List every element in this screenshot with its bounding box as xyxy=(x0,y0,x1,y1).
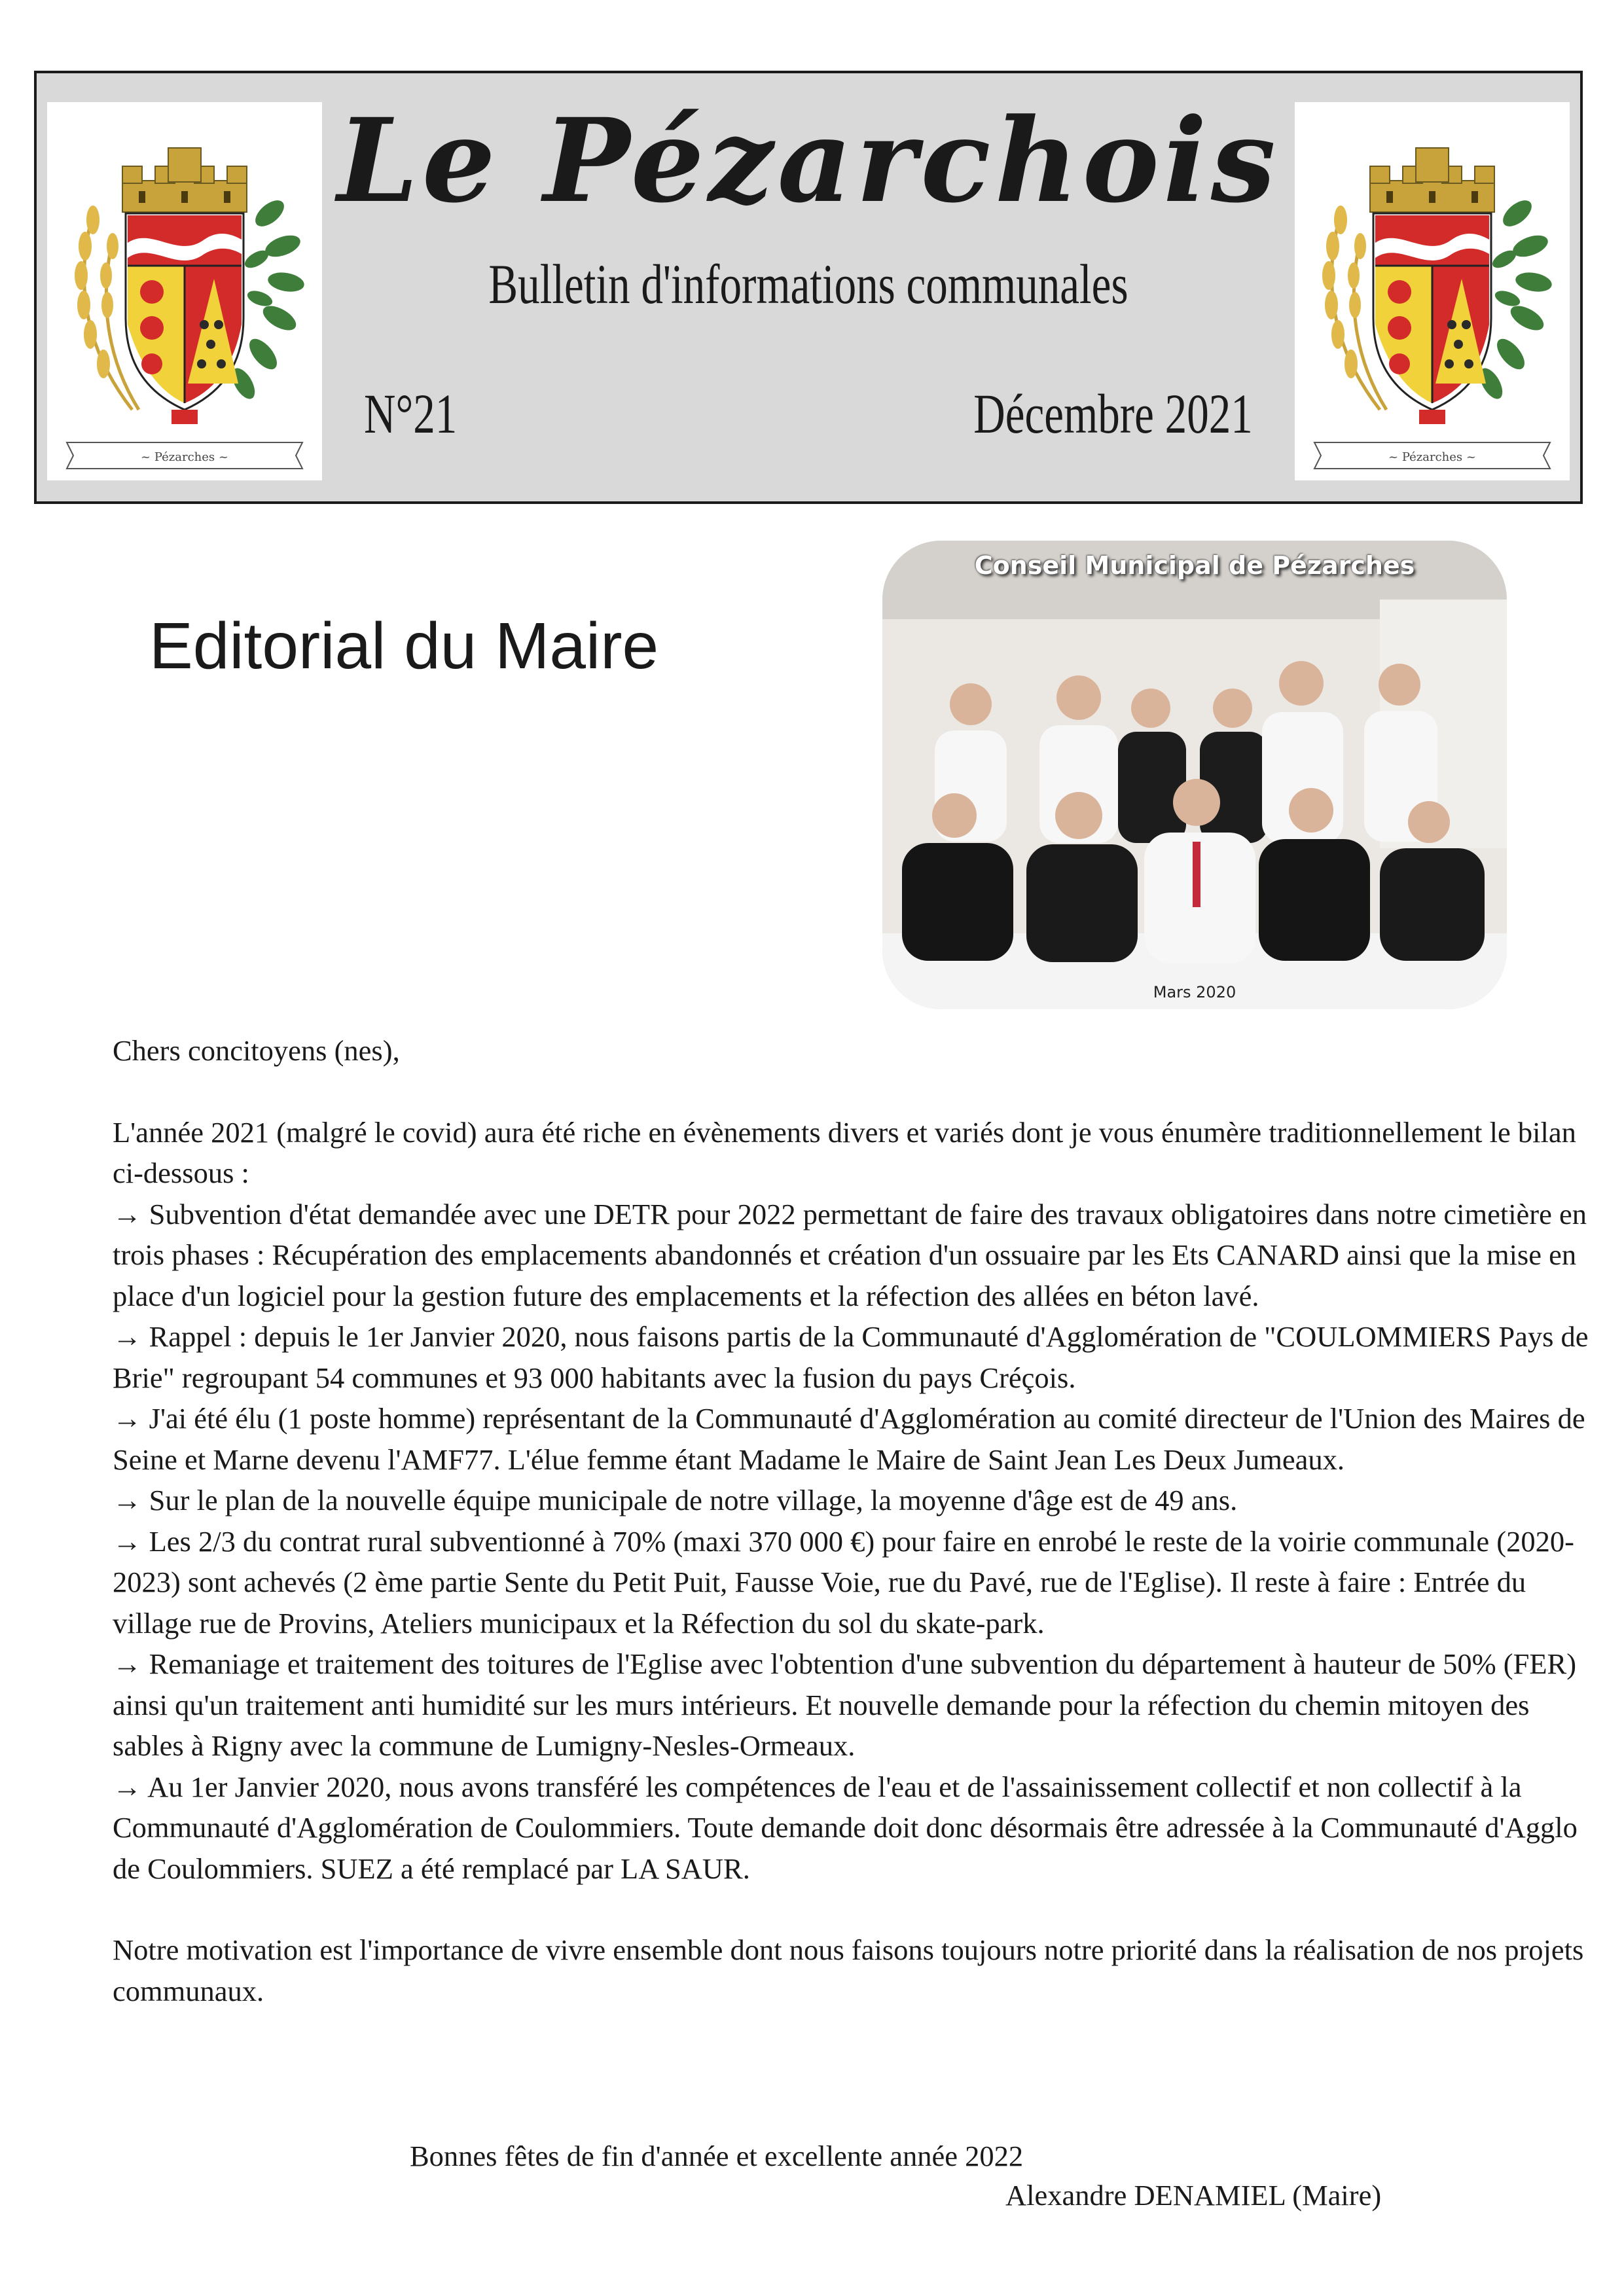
letter-paragraph: → Rappel : depuis le 1er Janvier 2020, nous faisons partis de la Communauté d'Agglomération de "COULOMMIERS Pays de Brie" regroupant 54 communes et 93 000 habitants avec la fusion du pays Créçois. xyxy=(113,1320,1589,1394)
letter-paragraph: → J'ai été élu (1 poste homme) représentant de la Communauté d'Agglomération au comité directeur de l'Union des Maires de Seine et Marne devenu l'AMF77. L'élue femme étant Madame le Maire de Saint Jean Les Deux Jumeaux. xyxy=(113,1402,1585,1476)
letter-paragraph: → Au 1er Janvier 2020, nous avons transféré les compétences de l'eau et de l'assainissement collectif et non collectif à la Communauté d'Agglomération de Coulommiers. Toute demande doit donc désormais être adressée à la Communauté d'Agglo de Coulommiers. SUEZ a été remplacé par LA SAUR. xyxy=(113,1770,1578,1885)
crest-motto-right: ~ Pézarches ~ xyxy=(1388,450,1476,464)
issue-date: Décembre 2021 xyxy=(973,382,1253,445)
letter-paragraph: → Sur le plan de la nouvelle équipe municipale de notre village, la moyenne d'âge est de 49 ans. xyxy=(113,1484,1238,1516)
photo-date: Mars 2020 xyxy=(1153,983,1236,1001)
editorial-letter xyxy=(113,1030,1598,2011)
coat-of-arms-right xyxy=(1295,102,1570,480)
letter-conclusion: Notre motivation est l'importance de vivre ensemble dont nous faisons toujours notre priorité dans la réalisation de nos projets communaux. xyxy=(113,1933,1584,2007)
photo-caption: Conseil Municipal de Pézarches xyxy=(974,551,1415,580)
newsletter-title: Le Pézarchois xyxy=(337,93,1280,228)
letter-greeting: Chers concitoyens (nes), xyxy=(113,1034,400,1067)
council-group-image xyxy=(882,541,1507,1009)
letter-paragraph: → Subvention d'état demandée avec une DETR pour 2022 permettant de faire des travaux obligatoires dans notre cimetière en trois phases : Récupération des emplacements abandonnés et création d'un ossuaire par les Ets CANARD ainsi que la mise en place d'un logiciel pour la gestion future des emplacements et la réfection des allées en béton lavé. xyxy=(113,1197,1587,1312)
newsletter-subtitle: Bulletin d'informations communales xyxy=(488,253,1128,315)
letter-paragraph: → Remaniage et traitement des toitures de l'Eglise avec l'obtention d'une subvention du département à hauteur de 50% (FER) ainsi qu'un traitement anti humidité sur les murs intérieurs. Et nouvelle demande pour la réfection du chemin mitoyen des sables à Rigny avec la commune de Lumigny-Nesles-Ormeaux. xyxy=(113,1647,1577,1762)
crest-motto-left: ~ Pézarches ~ xyxy=(141,450,228,464)
mayor-signature: Alexandre DENAMIEL (Maire) xyxy=(1005,2179,1382,2212)
letter-paragraph: L'année 2021 (malgré le covid) aura été riche en évènements divers et variés dont je vous énumère traditionnellement le bilan ci-dessous : xyxy=(113,1115,1576,1189)
issue-number: N°21 xyxy=(364,382,458,445)
coat-of-arms-left xyxy=(47,102,322,480)
council-photo xyxy=(882,541,1507,1009)
letter-closing: Bonnes fêtes de fin d'année et excellente année 2022 xyxy=(410,2140,1024,2172)
masthead xyxy=(34,71,1583,504)
editorial-heading: Editorial du Maire xyxy=(149,609,659,683)
letter-paragraph: → Les 2/3 du contrat rural subventionné à 70% (maxi 370 000 €) pour faire en enrobé le reste de la voirie communale (2020-2023) sont achevés (2 ème partie Sente du Petit Puit, Fausse Voie, rue du Pavé, rue de l'Eglise). Il reste à faire : Entrée du village rue de Provins, Ateliers municipaux et la Réfection du sol du skate-park. xyxy=(113,1524,1574,1640)
